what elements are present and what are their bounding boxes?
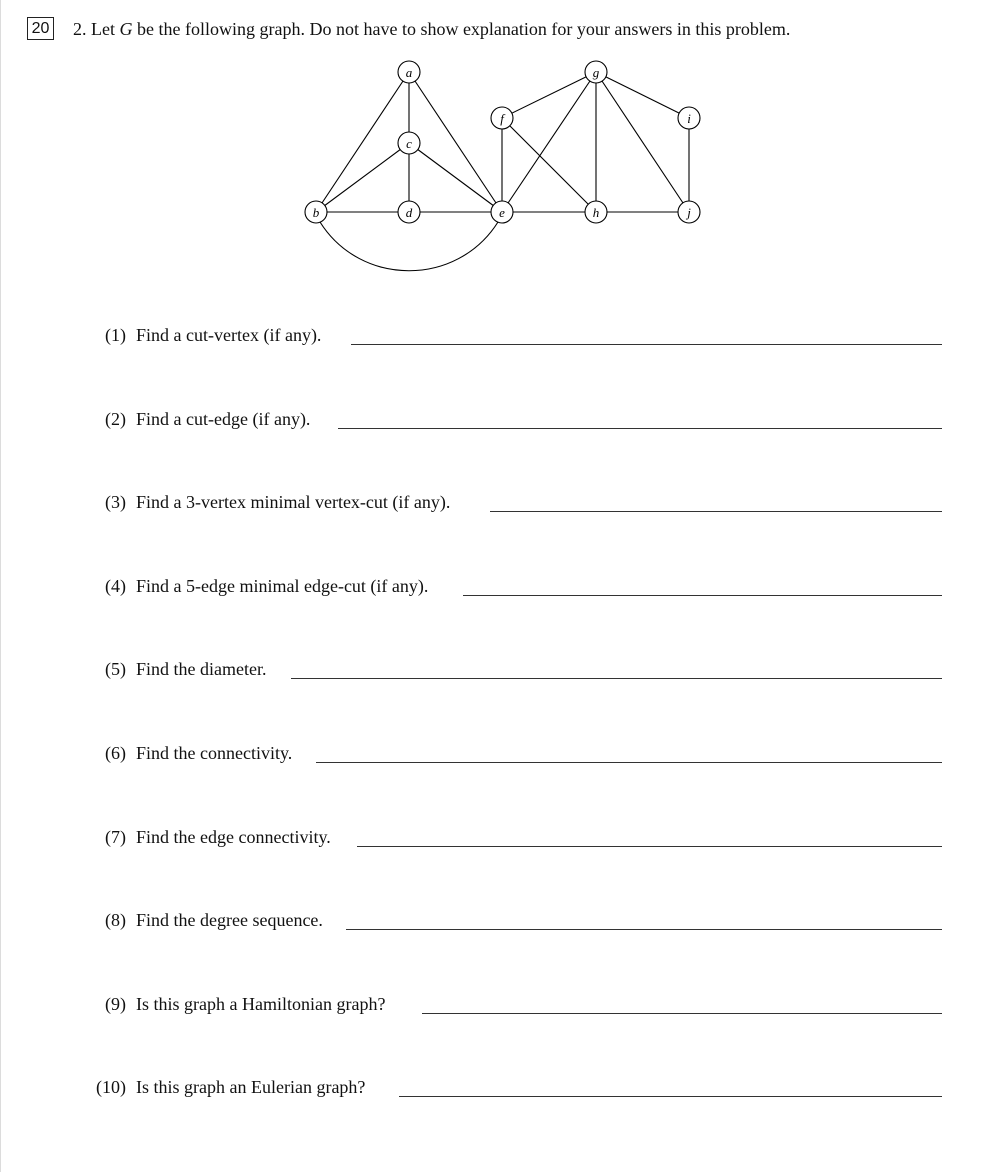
question-item [0,824,1000,854]
points-box: 20 [27,17,54,40]
answer-line[interactable] [399,1096,942,1097]
question-item [0,907,1000,937]
vertex-label: c [406,136,412,151]
graph-diagram [290,55,720,275]
problem-suffix: be the following graph. Do not have to show explanation for your answers in this problem. [132,19,791,39]
vertex-label: j [687,205,691,220]
question-item [0,991,1000,1021]
question-item [0,656,1000,686]
vertex-b [305,201,327,223]
question-text: Find a 3-vertex minimal vertex-cut (if any). [136,492,451,512]
vertex-label: h [592,205,600,220]
question-text: Find the edge connectivity. [136,827,331,847]
answer-line[interactable] [351,344,942,345]
edge-b-e [320,222,498,271]
question-number: (2) [105,409,126,429]
answer-line[interactable] [291,678,942,679]
answer-line[interactable] [316,762,942,763]
edge-b-c [316,143,409,212]
vertex-label: i [687,111,691,126]
edge-f-g [502,72,596,118]
question-text: Find the degree sequence. [136,910,323,930]
question-number: (9) [105,994,126,1014]
question-number: (6) [105,743,126,763]
problem-statement [73,18,790,40]
graph-edges [316,72,689,271]
vertex-h [585,201,607,223]
edge-g-j [596,72,689,212]
answer-line[interactable] [357,846,942,847]
vertex-e [491,201,513,223]
edge-f-h [502,118,596,212]
question-text: Find the connectivity. [136,743,293,763]
vertex-label: e [499,205,505,220]
edge-e-g [502,72,596,212]
edge-a-e [409,72,502,212]
vertex-label: g [592,65,600,80]
question-number: (3) [105,492,126,512]
question-number: (8) [105,910,126,930]
answer-line[interactable] [338,428,942,429]
edge-a-b [316,72,409,212]
answer-line[interactable] [463,595,942,596]
question-number: (4) [105,576,126,596]
question-item [0,489,1000,519]
question-item [0,406,1000,436]
vertex-label: f [500,111,504,126]
vertex-c [398,132,420,154]
vertex-label: a [405,65,413,80]
question-number: (1) [105,325,126,345]
vertex-a [398,61,420,83]
question-text: Is this graph an Eulerian graph? [136,1077,366,1097]
question-text: Find the diameter. [136,659,267,679]
edge-g-i [596,72,689,118]
vertex-d [398,201,420,223]
vertex-label: d [405,205,413,220]
answer-line[interactable] [490,511,942,512]
question-item [0,740,1000,770]
vertex-i [678,107,700,129]
problem-variable: G [119,19,133,39]
question-number: (10) [96,1077,126,1097]
question-item [0,322,1000,352]
question-text: Find a cut-vertex (if any). [136,325,322,345]
question-number: (5) [105,659,126,679]
vertex-label: b [312,205,320,220]
question-text: Find a 5-edge minimal edge-cut (if any). [136,576,429,596]
problem-prefix: 2. Let [73,19,120,39]
answer-line[interactable] [422,1013,942,1014]
question-text: Is this graph a Hamiltonian graph? [136,994,386,1014]
question-text: Find a cut-edge (if any). [136,409,311,429]
vertex-f [491,107,513,129]
edge-c-e [409,143,502,212]
vertex-g [585,61,607,83]
question-item [0,1074,1000,1104]
question-item [0,573,1000,603]
vertex-j [678,201,700,223]
question-number: (7) [105,827,126,847]
answer-line[interactable] [346,929,942,930]
